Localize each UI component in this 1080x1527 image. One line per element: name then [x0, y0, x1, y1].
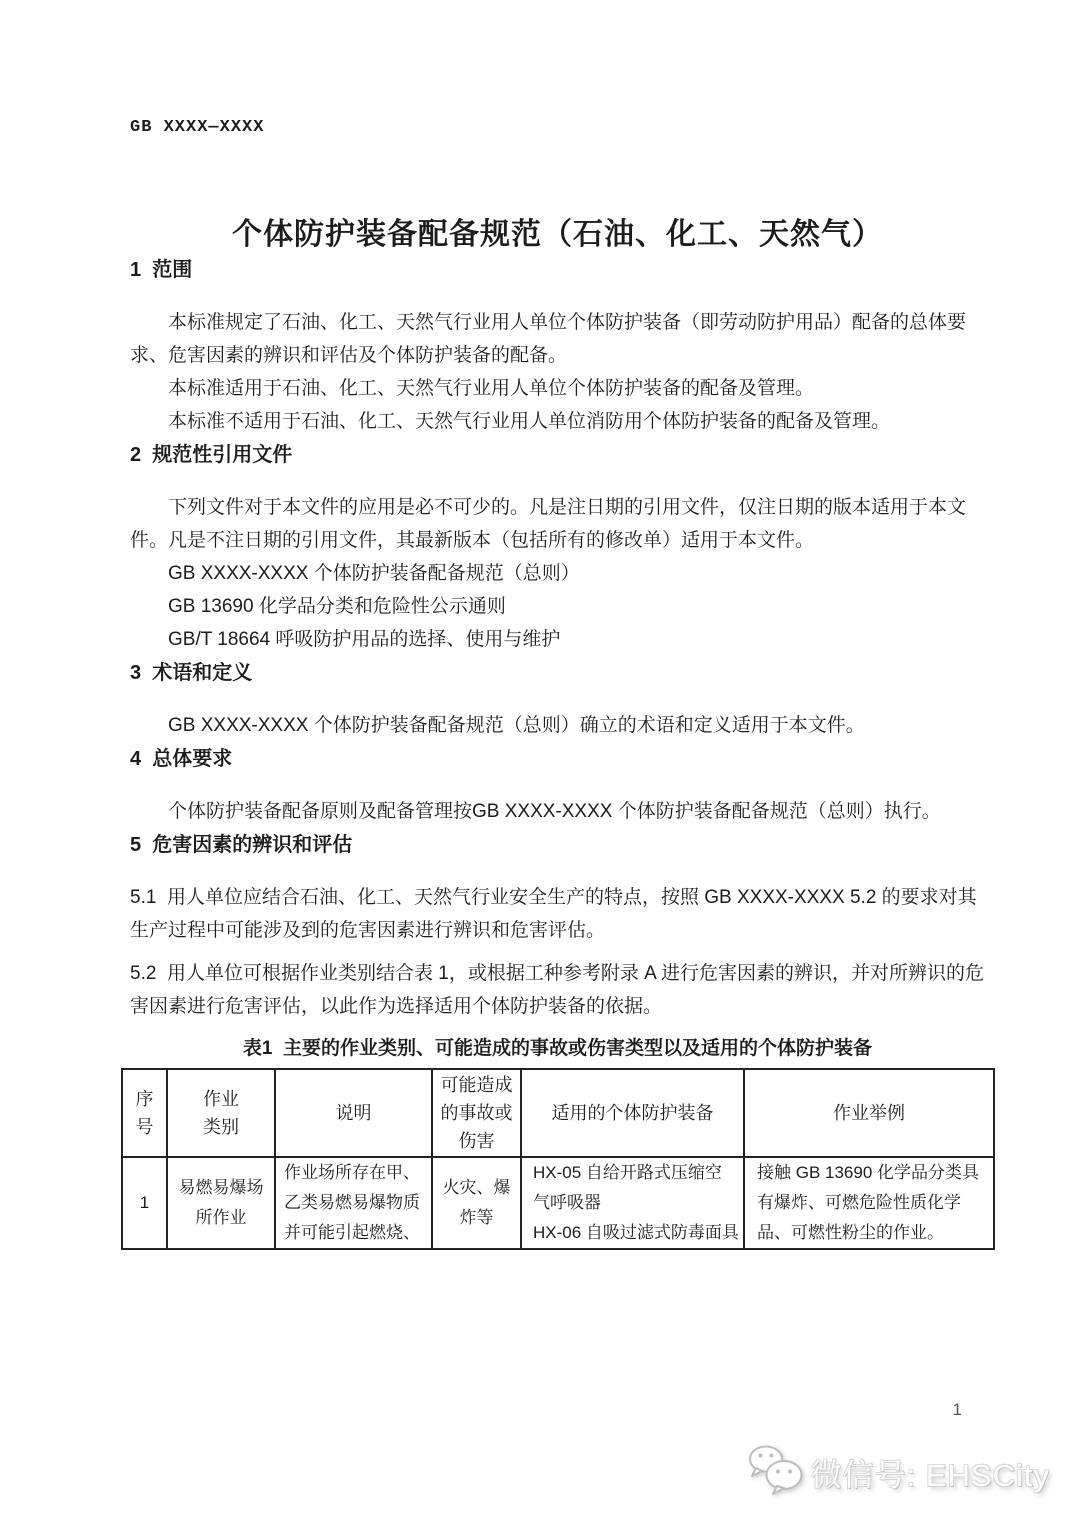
- ppe-item: HX-06 自吸过滤式防毒面具: [533, 1223, 739, 1242]
- paragraph: 个体防护装备配备原则及配备管理按GB XXXX-XXXX 个体防护装备配备规范（总则）执行。: [168, 801, 941, 822]
- table-1: [121, 1068, 995, 1250]
- cell-hazard: 火灾、爆炸等: [432, 1157, 521, 1249]
- document-title: 个体防护装备配备规范（石油、化工、天然气）: [232, 218, 883, 251]
- paragraph: 本标准不适用于石油、化工、天然气行业用人单位消防用个体防护装备的配备及管理。: [168, 411, 891, 432]
- reference-item: GB XXXX-XXXX 个体防护装备配备规范（总则）: [168, 563, 580, 584]
- table-header-row: [122, 1069, 994, 1157]
- reference-item: GB/T 18664 呼吸防护用品的选择、使用与维护: [168, 629, 561, 650]
- clause-5-1: 5.1 用人单位应结合石油、化工、天然气行业安全生产的特点，按照 GB XXXX-XXXX 5.2 的要求对其生产过程中可能涉及到的危害因素进行辨识和危害评估。: [130, 887, 977, 941]
- section-1-body: [130, 306, 985, 438]
- section-1-heading: 1 范围: [130, 259, 193, 281]
- section-5-heading: 5 危害因素的辨识和评估: [130, 834, 353, 856]
- cell-description: 作业场所存在甲、乙类易燃易爆物质并可能引起燃烧、: [275, 1157, 432, 1249]
- paragraph: GB XXXX-XXXX 个体防护装备配备规范（总则）确立的术语和定义适用于本文件。: [168, 715, 865, 736]
- cell-seq: 1: [122, 1157, 167, 1249]
- column-header-ppe: 适用的个体防护装备: [521, 1069, 744, 1157]
- paragraph: 本标准规定了石油、化工、天然气行业用人单位个体防护装备（即劳动防护用品）配备的总体要求、危害因素的辨识和评估及个体防护装备的配备。: [130, 312, 967, 366]
- clause-5-2: 5.2 用人单位可根据作业类别结合表 1，或根据工种参考附录 A 进行危害因素的辨识，并对所辨识的危害因素进行危害评估，以此作为选择适用个体防护装备的依据。: [130, 963, 985, 1017]
- ppe-item: HX-05 自给开路式压缩空气呼吸器: [533, 1163, 722, 1212]
- column-header-examples: 作业举例: [744, 1069, 994, 1157]
- standard-number: GB XXXX—XXXX: [130, 118, 265, 137]
- wechat-icon: [747, 1444, 803, 1501]
- cell-category: 易燃易爆场所作业: [167, 1157, 275, 1249]
- paragraph: 下列文件对于本文件的应用是必不可少的。凡是注日期的引用文件，仅注日期的版本适用于本文件。凡是不注日期的引用文件，其最新版本（包括所有的修改单）适用于本文件。: [130, 497, 967, 551]
- section-2-body: [130, 491, 985, 656]
- column-header-seq: 序号: [122, 1069, 167, 1157]
- column-header-category: 作业类别: [167, 1069, 275, 1157]
- cell-examples: 接触 GB 13690 化学品分类具有爆炸、可燃危险性质化学品、可燃性粉尘的作业。: [744, 1157, 994, 1249]
- column-header-hazard: 可能造成的事故或伤害: [432, 1069, 521, 1157]
- section-4-heading: 4 总体要求: [130, 748, 233, 770]
- cell-ppe: [521, 1157, 744, 1249]
- section-3-body: [130, 709, 985, 742]
- table-1-caption: 表1 主要的作业类别、可能造成的事故或伤害类型以及适用的个体防护装备: [242, 1038, 873, 1059]
- reference-list: [130, 557, 985, 656]
- paragraph: 本标准适用于石油、化工、天然气行业用人单位个体防护装备的配备及管理。: [168, 378, 815, 399]
- page-number: 1: [952, 1400, 962, 1419]
- column-header-description: 说明: [275, 1069, 432, 1157]
- reference-item: GB 13690 化学品分类和危险性公示通则: [168, 596, 506, 617]
- table-row: [122, 1157, 994, 1249]
- wechat-watermark: [747, 1444, 1050, 1501]
- section-2-heading: 2 规范性引用文件: [130, 444, 293, 466]
- wechat-label: 微信号: EHSCity: [810, 1458, 1050, 1493]
- section-3-heading: 3 术语和定义: [130, 662, 253, 684]
- section-4-body: [130, 795, 985, 828]
